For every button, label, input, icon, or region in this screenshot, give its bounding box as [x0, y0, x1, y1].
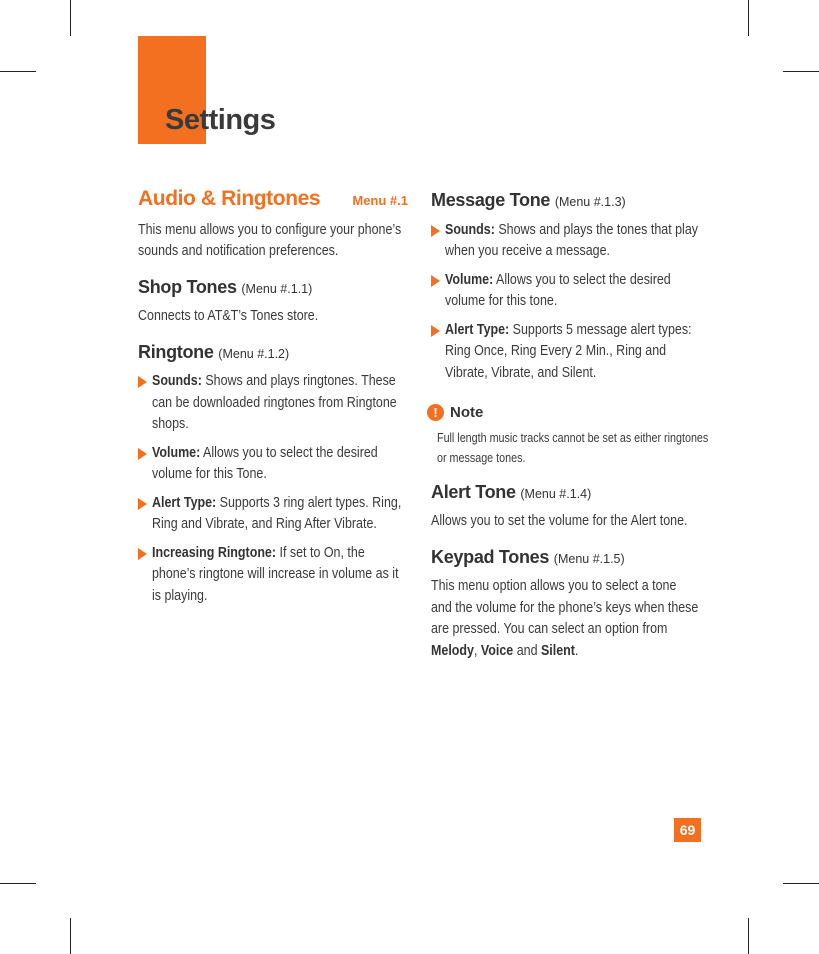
keypad-tones-menu: (Menu #.1.5)	[553, 551, 625, 566]
list-item	[431, 220, 701, 263]
crop-mark	[70, 0, 71, 36]
shop-tones-body: Connects to AT&T’s Tones store.	[138, 308, 319, 324]
option-label: Sounds:	[152, 373, 202, 389]
option-text: Allows you to select the desired volume for this tone.	[445, 271, 671, 309]
bullet-arrow-icon	[138, 498, 147, 510]
note-box	[427, 402, 709, 468]
crop-mark	[0, 883, 36, 884]
warning-icon: !	[427, 404, 444, 421]
option-label: Alert Type:	[152, 494, 217, 511]
list-item	[138, 371, 408, 436]
alert-tone-body: Allows you to set the volume for the Alert tone.	[431, 513, 688, 529]
list-item	[138, 493, 408, 536]
ringtone-menu: (Menu #.1.2)	[218, 346, 290, 361]
page-title: Settings	[165, 104, 276, 136]
alert-tone-heading	[431, 482, 701, 506]
option-text: Supports 3 ring alert types. Ring, Ring and Vibrate, and Ring After Vibrate.	[152, 494, 402, 532]
section-menu-number: Menu #.1	[352, 193, 408, 208]
option-label: Volume:	[445, 271, 494, 288]
option-voice: Voice	[480, 642, 514, 659]
option-label: Increasing Ringtone:	[152, 544, 277, 561]
bullet-arrow-icon	[431, 275, 440, 287]
keypad-body-text: This menu option allows you to select a tone and the volume for the phone’s keys when these are pressed. You can select an option from	[431, 578, 699, 637]
bullet-arrow-icon	[431, 225, 440, 237]
message-tone-options	[431, 220, 701, 385]
ringtone-heading	[138, 342, 408, 366]
option-silent: Silent	[540, 642, 575, 659]
crop-mark	[783, 71, 819, 72]
list-item	[138, 443, 408, 486]
option-text: Allows you to select the desired volume for this Tone.	[152, 444, 378, 482]
period: .	[574, 642, 579, 659]
option-label: Sounds:	[445, 221, 495, 238]
option-melody: Melody	[431, 642, 474, 659]
separator: and	[513, 642, 541, 659]
bullet-arrow-icon	[431, 325, 440, 337]
bullet-arrow-icon	[138, 376, 147, 388]
keypad-tones-heading	[431, 547, 701, 571]
section-intro: This menu allows you to configure your phone’s sounds and notification preferences.	[138, 221, 402, 259]
list-item	[431, 320, 701, 385]
crop-mark	[783, 883, 819, 884]
shop-tones-title: Shop Tones	[138, 276, 237, 297]
list-item	[138, 543, 408, 608]
message-tone-menu: (Menu #.1.3)	[554, 195, 626, 209]
left-column	[138, 188, 408, 614]
alert-tone-title: Alert Tone	[431, 481, 516, 502]
section-header	[138, 188, 408, 212]
shop-tones-menu: (Menu #.1.1)	[241, 281, 313, 296]
option-text: Shows and plays ringtones. These can be downloaded ringtones from Ringtone shops.	[152, 373, 397, 432]
option-label: Volume:	[152, 444, 201, 461]
crop-mark	[748, 918, 749, 954]
message-tone-heading	[431, 190, 701, 214]
ringtone-title: Ringtone	[138, 341, 214, 362]
note-text: Full length music tracks cannot be set as either ringtones or message tones.	[437, 430, 709, 465]
option-label: Alert Type:	[445, 321, 510, 338]
note-title: Note	[450, 404, 484, 421]
separator: ,	[473, 642, 481, 659]
section-title: Audio & Ringtones	[138, 187, 321, 210]
note-header	[427, 402, 701, 424]
message-tone-title: Message Tone	[431, 190, 551, 210]
crop-mark	[0, 71, 36, 72]
option-text: Supports 5 message alert types: Ring Once, Ring Every 2 Min., Ring and Vibrate, Vibrate, and Silent.	[445, 321, 692, 381]
bullet-arrow-icon	[138, 448, 147, 460]
crop-mark	[70, 918, 71, 954]
list-item	[431, 270, 701, 313]
right-column	[431, 188, 709, 662]
keypad-tones-body	[431, 576, 700, 662]
crop-mark	[748, 0, 749, 36]
option-text: If set to On, the phone’s ringtone will increase in volume as it is playing.	[152, 544, 399, 604]
bullet-arrow-icon	[138, 548, 147, 560]
ringtone-options	[138, 371, 408, 607]
keypad-tones-title: Keypad Tones	[431, 546, 550, 567]
alert-tone-menu: (Menu #.1.4)	[520, 486, 592, 501]
shop-tones-heading	[138, 277, 408, 301]
page-number: 69	[674, 818, 701, 842]
option-text: Shows and plays the tones that play when you receive a message.	[445, 221, 699, 259]
